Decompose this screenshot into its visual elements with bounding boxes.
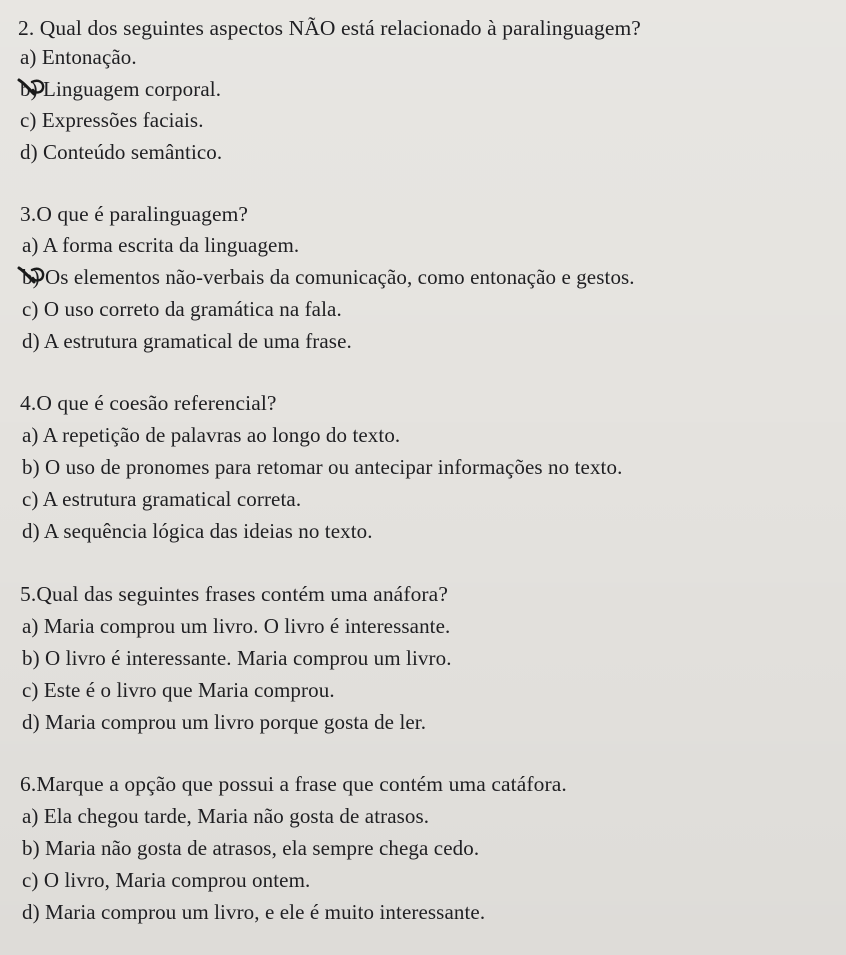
question-3-option-d: d) A estrutura gramatical de uma frase.: [22, 329, 352, 353]
question-5-option-c: c) Este é o livro que Maria comprou.: [22, 678, 335, 702]
question-4-option-b: b) O uso de pronomes para retomar ou antecipar informações no texto.: [22, 455, 623, 479]
question-3-option-b: b) Os elementos não-verbais da comunicação, como entonação e gestos.: [22, 265, 635, 289]
handwritten-mark-question-3: [16, 262, 48, 286]
question-5-option-d: d) Maria comprou um livro porque gosta de ler.: [22, 710, 427, 734]
question-5-title: 5.Qual das seguintes frases contém uma anáfora?: [20, 582, 448, 606]
question-3-option-c: c) O uso correto da gramática na fala.: [22, 297, 342, 321]
question-2-option-a: a) Entonação.: [20, 45, 137, 69]
handwritten-mark-question-2: [16, 74, 48, 98]
question-5-option-a: a) Maria comprou um livro. O livro é interessante.: [22, 614, 451, 638]
question-6-title: 6.Marque a opção que possui a frase que contém uma catáfora.: [20, 772, 567, 796]
question-6-option-b: b) Maria não gosta de atrasos, ela sempre chega cedo.: [22, 836, 480, 860]
question-5-option-b: b) O livro é interessante. Maria comprou um livro.: [22, 646, 452, 670]
question-2-option-c: c) Expressões faciais.: [20, 108, 204, 132]
question-6-option-d: d) Maria comprou um livro, e ele é muito interessante.: [22, 900, 486, 924]
question-2-option-d: d) Conteúdo semântico.: [20, 140, 223, 164]
question-6-option-a: a) Ela chegou tarde, Maria não gosta de atrasos.: [22, 804, 430, 828]
question-2-option-b: b) Linguagem corporal.: [20, 77, 222, 101]
question-2-title: 2. Qual dos seguintes aspectos NÃO está relacionado à paralinguagem?: [18, 16, 641, 40]
question-3-option-a: a) A forma escrita da linguagem.: [22, 233, 300, 257]
question-4-option-c: c) A estrutura gramatical correta.: [22, 487, 302, 511]
question-4-title: 4.O que é coesão referencial?: [20, 391, 277, 415]
question-4-option-a: a) A repetição de palavras ao longo do texto.: [22, 423, 401, 447]
question-4-option-d: d) A sequência lógica das ideias no texto.: [22, 519, 373, 543]
question-3-title: 3.O que é paralinguagem?: [20, 202, 249, 226]
question-6-option-c: c) O livro, Maria comprou ontem.: [22, 868, 311, 892]
